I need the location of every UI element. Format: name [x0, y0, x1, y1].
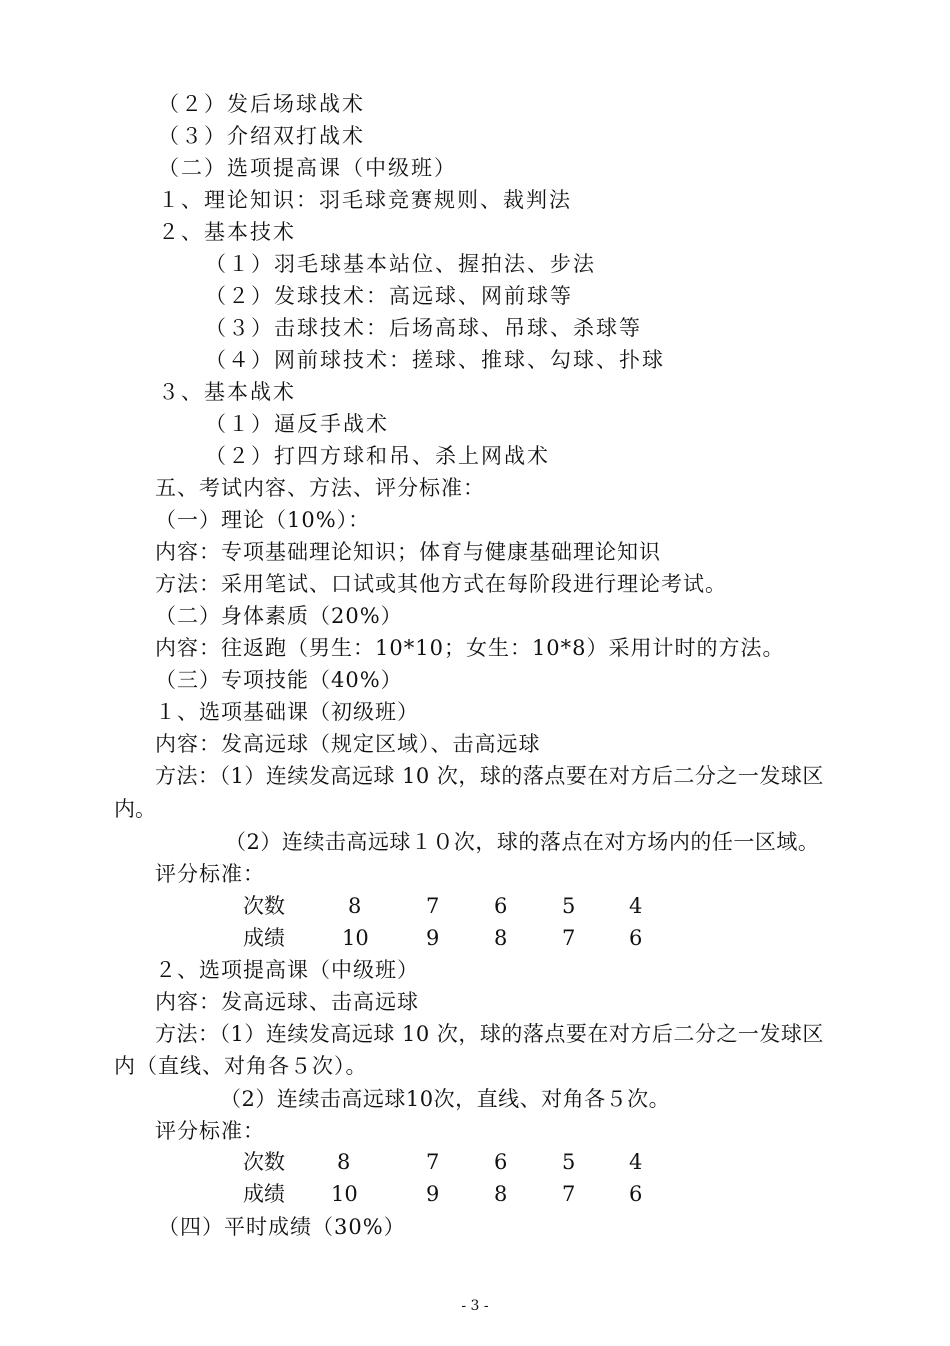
row-label: 成绩 — [243, 1182, 285, 1206]
text-line: 方法：（1）连续发高远球 10 次，球的落点要在对方后二分之一发球区 — [155, 764, 824, 788]
text-line: 内（直线、对角各５次）。 — [114, 1054, 368, 1078]
text-line: （2）连续击高远球10次，直线、对角各５次。 — [220, 1087, 671, 1111]
text-line: 方法：（1）连续发高远球 10 次，球的落点要在对方后二分之一发球区 — [155, 1022, 824, 1046]
table-cell: 8 — [337, 1150, 351, 1174]
table-cell: 7 — [426, 1150, 440, 1174]
text-line: 评分标准： — [155, 1119, 265, 1143]
table-cell: 6 — [494, 894, 508, 918]
table-cell: 6 — [629, 926, 643, 950]
text-line: （2）连续击高远球１０次，球的落点在对方场内的任一区域。 — [225, 830, 820, 854]
text-line: （２）打四方球和吊、杀上网战术 — [205, 444, 550, 468]
table-cell: 4 — [629, 894, 643, 918]
text-line: （３）击球技术：后场高球、吊球、杀球等 — [205, 316, 642, 340]
section-heading: （二）选项提高课（中级班） — [158, 156, 457, 180]
row-label: 成绩 — [243, 926, 285, 950]
text-line: （２）发球技术：高远球、网前球等 — [205, 284, 573, 308]
row-label: 次数 — [243, 1150, 285, 1174]
row-label: 次数 — [243, 894, 285, 918]
text-line: ２、选项提高课（中级班） — [155, 958, 419, 982]
section-heading: （三）专项技能（40%） — [155, 668, 403, 692]
table-cell: 5 — [562, 894, 576, 918]
text-line: （１）逼反手战术 — [205, 412, 389, 436]
text-line: １、理论知识：羽毛球竞赛规则、裁判法 — [158, 188, 572, 212]
page-number: - 3 - — [461, 1298, 489, 1314]
text-line: （１）羽毛球基本站位、握拍法、步法 — [205, 252, 596, 276]
table-cell: 8 — [494, 926, 508, 950]
table-cell: 7 — [562, 1182, 576, 1206]
table-cell: 9 — [426, 1182, 440, 1206]
text-line: （３）介绍双打战术 — [158, 124, 365, 148]
section-heading: 五、考试内容、方法、评分标准： — [155, 476, 485, 500]
table-cell: 4 — [629, 1150, 643, 1174]
score-table-row — [0, 892, 950, 920]
text-line: 内容：发高远球、击高远球 — [155, 990, 419, 1014]
table-cell: 6 — [494, 1150, 508, 1174]
score-table-row — [0, 1148, 950, 1176]
text-line: 方法：采用笔试、口试或其他方式在每阶段进行理论考试。 — [155, 572, 727, 596]
section-heading: （四）平时成绩（30%） — [158, 1215, 406, 1239]
text-line: 内容：专项基础理论知识；体育与健康基础理论知识 — [155, 540, 661, 564]
table-cell: 8 — [348, 894, 362, 918]
text-line: 内容：往返跑（男生：10*10；女生：10*8）采用计时的方法。 — [155, 636, 785, 660]
score-table-row — [0, 924, 950, 952]
section-heading: （一）理论（10%）： — [155, 508, 371, 532]
text-line: （４）网前球技术：搓球、推球、勾球、扑球 — [205, 348, 665, 372]
table-cell: 9 — [426, 926, 440, 950]
table-cell: 7 — [562, 926, 576, 950]
text-line: １、选项基础课（初级班） — [155, 700, 419, 724]
table-cell: 10 — [331, 1182, 358, 1206]
table-cell: 5 — [562, 1150, 576, 1174]
text-line: 内。 — [114, 797, 156, 821]
text-line: 内容：发高远球（规定区域）、击高远球 — [155, 732, 541, 756]
table-cell: 6 — [629, 1182, 643, 1206]
table-cell: 8 — [494, 1182, 508, 1206]
score-table-row — [0, 1180, 950, 1208]
text-line: （２）发后场球战术 — [158, 92, 365, 116]
table-cell: 7 — [426, 894, 440, 918]
text-line: ３、基本战术 — [158, 380, 296, 404]
text-line: 评分标准： — [155, 862, 265, 886]
section-heading: （二）身体素质（20%） — [155, 604, 403, 628]
table-cell: 10 — [342, 926, 369, 950]
text-line: ２、基本技术 — [158, 220, 296, 244]
